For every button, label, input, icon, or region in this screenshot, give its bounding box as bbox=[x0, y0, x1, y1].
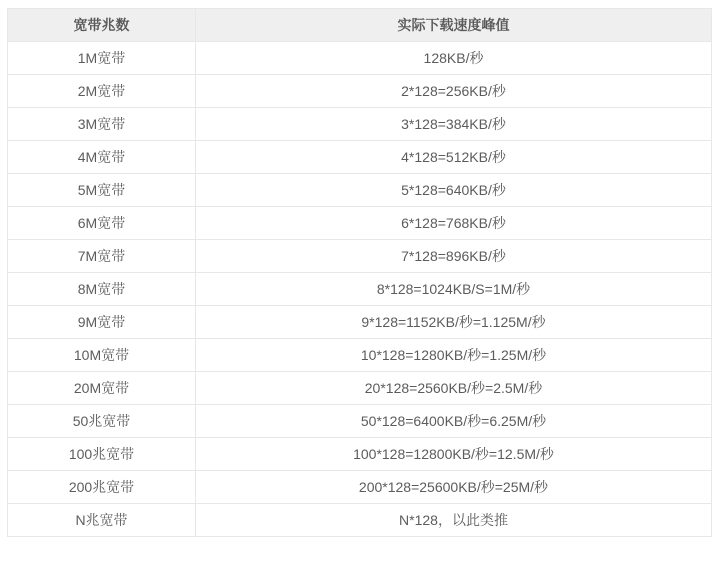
speed-cell: 50*128=6400KB/秒=6.25M/秒 bbox=[196, 405, 712, 438]
table-row bbox=[8, 438, 712, 471]
broadband-speed-table bbox=[7, 8, 712, 537]
broadband-cell: 4M宽带 bbox=[8, 141, 196, 174]
broadband-cell: 3M宽带 bbox=[8, 108, 196, 141]
table-row bbox=[8, 306, 712, 339]
speed-cell: 8*128=1024KB/S=1M/秒 bbox=[196, 273, 712, 306]
speed-cell: 4*128=512KB/秒 bbox=[196, 141, 712, 174]
speed-cell: 9*128=1152KB/秒=1.125M/秒 bbox=[196, 306, 712, 339]
broadband-cell: 8M宽带 bbox=[8, 273, 196, 306]
speed-cell: 200*128=25600KB/秒=25M/秒 bbox=[196, 471, 712, 504]
speed-cell: 20*128=2560KB/秒=2.5M/秒 bbox=[196, 372, 712, 405]
speed-cell: 128KB/秒 bbox=[196, 42, 712, 75]
speed-cell: 7*128=896KB/秒 bbox=[196, 240, 712, 273]
header-row bbox=[8, 9, 712, 42]
table-body bbox=[8, 42, 712, 537]
broadband-cell: 1M宽带 bbox=[8, 42, 196, 75]
broadband-cell: 9M宽带 bbox=[8, 306, 196, 339]
broadband-cell: 200兆宽带 bbox=[8, 471, 196, 504]
table-row bbox=[8, 405, 712, 438]
table-row bbox=[8, 75, 712, 108]
table-row bbox=[8, 339, 712, 372]
table-row bbox=[8, 372, 712, 405]
table-row bbox=[8, 240, 712, 273]
broadband-cell: 100兆宽带 bbox=[8, 438, 196, 471]
table-row bbox=[8, 273, 712, 306]
broadband-cell: 50兆宽带 bbox=[8, 405, 196, 438]
table-row bbox=[8, 141, 712, 174]
speed-cell: 6*128=768KB/秒 bbox=[196, 207, 712, 240]
speed-cell: 10*128=1280KB/秒=1.25M/秒 bbox=[196, 339, 712, 372]
table-row bbox=[8, 42, 712, 75]
broadband-cell: N兆宽带 bbox=[8, 504, 196, 537]
column-header-broadband: 宽带兆数 bbox=[8, 9, 196, 42]
broadband-cell: 6M宽带 bbox=[8, 207, 196, 240]
broadband-cell: 7M宽带 bbox=[8, 240, 196, 273]
broadband-cell: 10M宽带 bbox=[8, 339, 196, 372]
table-row bbox=[8, 174, 712, 207]
table-row bbox=[8, 471, 712, 504]
column-header-speed: 实际下载速度峰值 bbox=[196, 9, 712, 42]
broadband-cell: 2M宽带 bbox=[8, 75, 196, 108]
speed-cell: 100*128=12800KB/秒=12.5M/秒 bbox=[196, 438, 712, 471]
table-row bbox=[8, 504, 712, 537]
broadband-cell: 20M宽带 bbox=[8, 372, 196, 405]
speed-cell: 2*128=256KB/秒 bbox=[196, 75, 712, 108]
speed-cell: 5*128=640KB/秒 bbox=[196, 174, 712, 207]
speed-cell: N*128，以此类推 bbox=[196, 504, 712, 537]
broadband-cell: 5M宽带 bbox=[8, 174, 196, 207]
speed-cell: 3*128=384KB/秒 bbox=[196, 108, 712, 141]
table-row bbox=[8, 207, 712, 240]
table-header bbox=[8, 9, 712, 42]
table-row bbox=[8, 108, 712, 141]
